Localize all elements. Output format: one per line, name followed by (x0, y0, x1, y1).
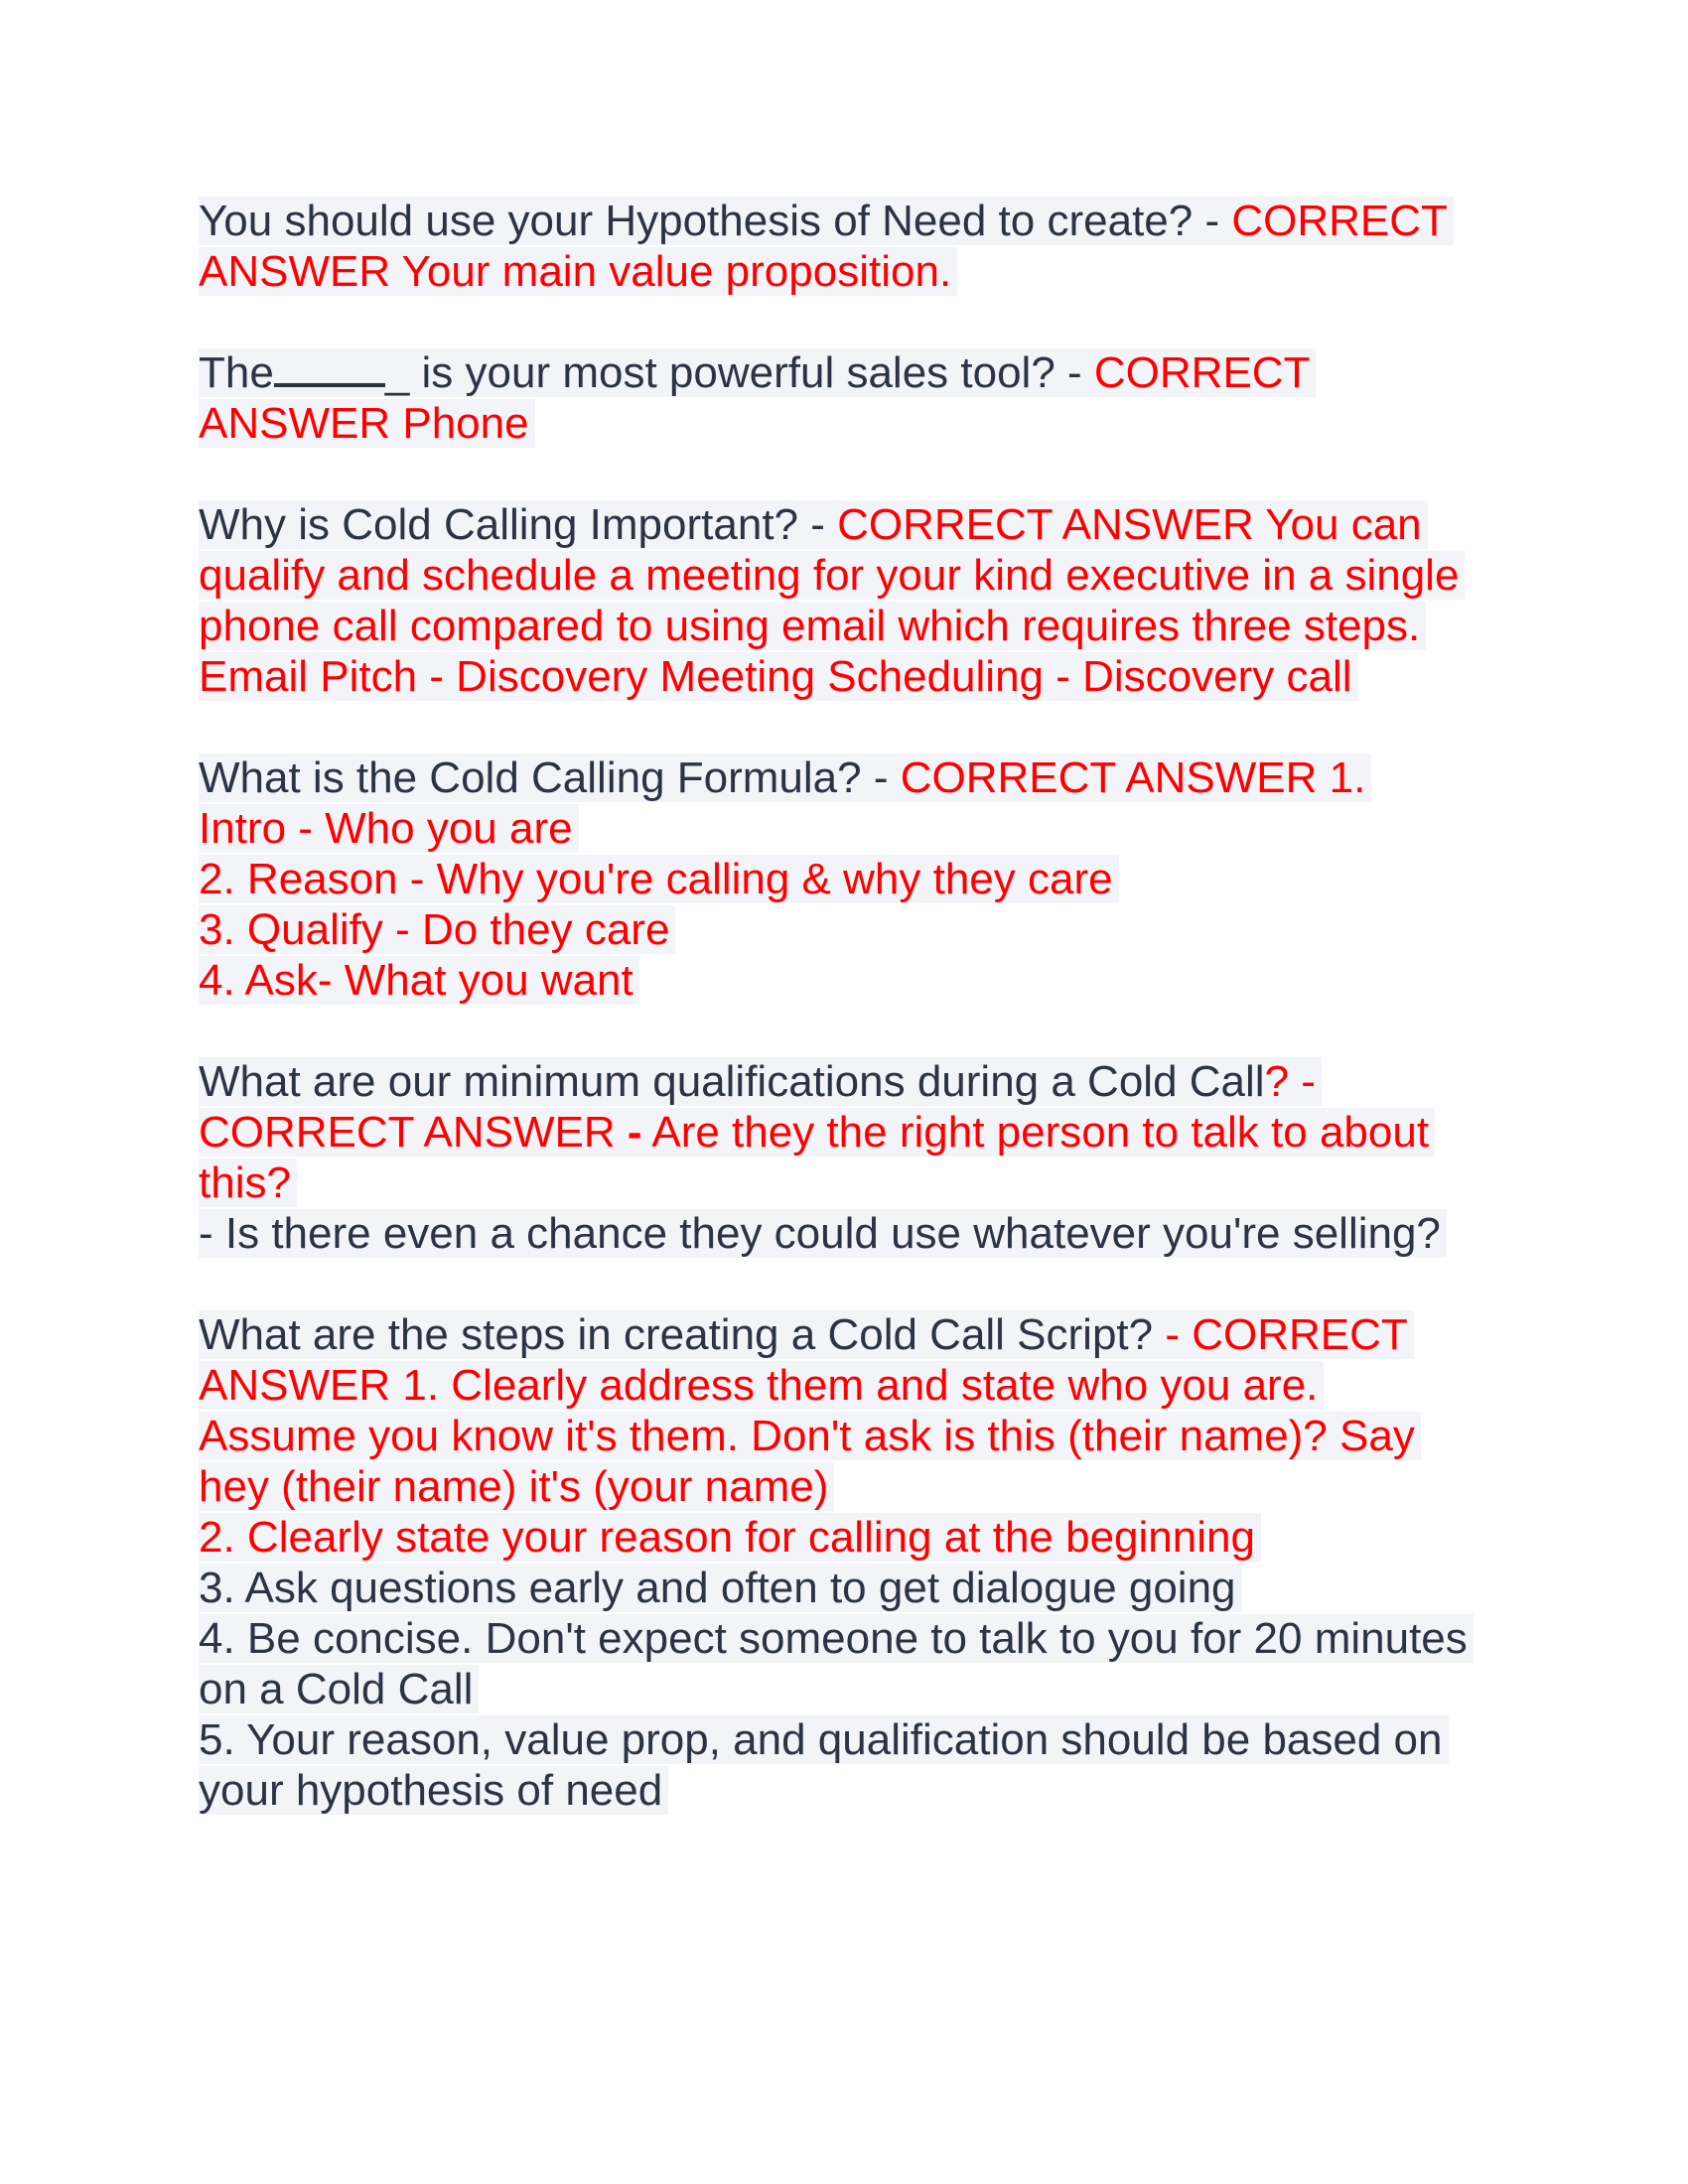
flashcard-cold-call-script-steps (199, 1309, 1489, 1816)
text-line (199, 398, 1489, 449)
answer-text: CORRECT (1231, 197, 1448, 245)
flashcard-minimum-qualifications (199, 1056, 1489, 1259)
text-line (199, 1714, 1489, 1765)
question-text: The (199, 348, 274, 397)
answer-dash: - (627, 1108, 642, 1157)
text-line (199, 752, 1489, 803)
text-line (199, 1613, 1489, 1664)
question-text: You should use your Hypothesis of Need to create? - (199, 197, 1232, 245)
answer-text: Email Pitch - Discovery Meeting Scheduling - Discovery call (199, 652, 1358, 701)
answer-text: 4. Be concise. Don't expect someone to talk to you for 20 minutes (199, 1614, 1474, 1663)
answer-text: phone call compared to using email which requires three steps. (199, 602, 1426, 650)
answer-text: on a Cold Call (199, 1665, 479, 1713)
answer-text: 2. Reason - Why you're calling & why they care (199, 855, 1119, 903)
answer-text: ANSWER Phone (199, 399, 535, 448)
answer-text: hey (their name) it's (your name) (199, 1462, 834, 1511)
text-line (199, 550, 1489, 601)
text-line (199, 1765, 1489, 1816)
text-line (199, 601, 1489, 651)
text-line (199, 1056, 1489, 1107)
question-text: Why is Cold Calling Important? - (199, 500, 838, 549)
answer-text: Intro - Who you are (199, 804, 579, 853)
answer-text: 3. Ask questions early and often to get dialogue going (199, 1564, 1242, 1612)
question-text: What are the steps in creating a Cold Call Script? (199, 1310, 1166, 1359)
text-line (199, 854, 1489, 904)
text-line (199, 246, 1489, 297)
fill-in-blank (274, 347, 385, 387)
answer-text: ? - (1264, 1057, 1316, 1106)
flashcard-sales-tool (199, 347, 1489, 449)
flashcard-cold-calling-formula (199, 752, 1489, 1006)
text-line (199, 1158, 1489, 1208)
text-line (199, 1309, 1489, 1360)
answer-text: CORRECT (1093, 348, 1311, 397)
answer-text: 5. Your reason, value prop, and qualification should be based on (199, 1715, 1449, 1764)
answer-text: 2. Clearly state your reason for calling at the beginning (199, 1513, 1261, 1562)
text-line (199, 1664, 1489, 1714)
answer-text: this? (199, 1159, 297, 1207)
text-line (199, 499, 1489, 550)
answer-text: CORRECT ANSWER You can (837, 500, 1422, 549)
answer-text: - Is there even a chance they could use whatever you're selling? (199, 1209, 1447, 1258)
text-line (199, 1461, 1489, 1512)
answer-text: ANSWER Your main value proposition. (199, 247, 957, 296)
answer-text: Are they the right person to talk to about (641, 1108, 1430, 1157)
document-page (199, 196, 1489, 1866)
text-line (199, 1107, 1489, 1158)
text-line (199, 196, 1489, 246)
question-text: _ is your most powerful sales tool? - (384, 348, 1094, 397)
text-line (199, 803, 1489, 854)
text-line (199, 1411, 1489, 1461)
answer-text: qualify and schedule a meeting for your kind executive in a single (199, 551, 1465, 600)
text-line (199, 1208, 1489, 1259)
answer-text: your hypothesis of need (199, 1766, 668, 1815)
answer-text: ANSWER 1. Clearly address them and state who you are. (199, 1361, 1324, 1410)
text-line (199, 955, 1489, 1006)
text-line (199, 1563, 1489, 1613)
answer-text: CORRECT ANSWER (199, 1108, 628, 1157)
flashcard-hypothesis-of-need (199, 196, 1489, 297)
answer-text: 4. Ask- What you want (199, 956, 639, 1005)
question-text: What are our minimum qualifications during a Cold Call (199, 1057, 1265, 1106)
answer-text: Assume you know it's them. Don't ask is this (their name)? Say (199, 1412, 1421, 1460)
answer-text: 3. Qualify - Do they care (199, 905, 675, 954)
text-line (199, 904, 1489, 955)
text-line (199, 651, 1489, 702)
answer-text: - CORRECT (1165, 1310, 1408, 1359)
text-line (199, 347, 1489, 398)
text-line (199, 1360, 1489, 1411)
flashcard-cold-calling-importance (199, 499, 1489, 702)
text-line (199, 1512, 1489, 1563)
answer-text: CORRECT ANSWER 1. (900, 753, 1366, 802)
question-text: What is the Cold Calling Formula? - (199, 753, 901, 802)
